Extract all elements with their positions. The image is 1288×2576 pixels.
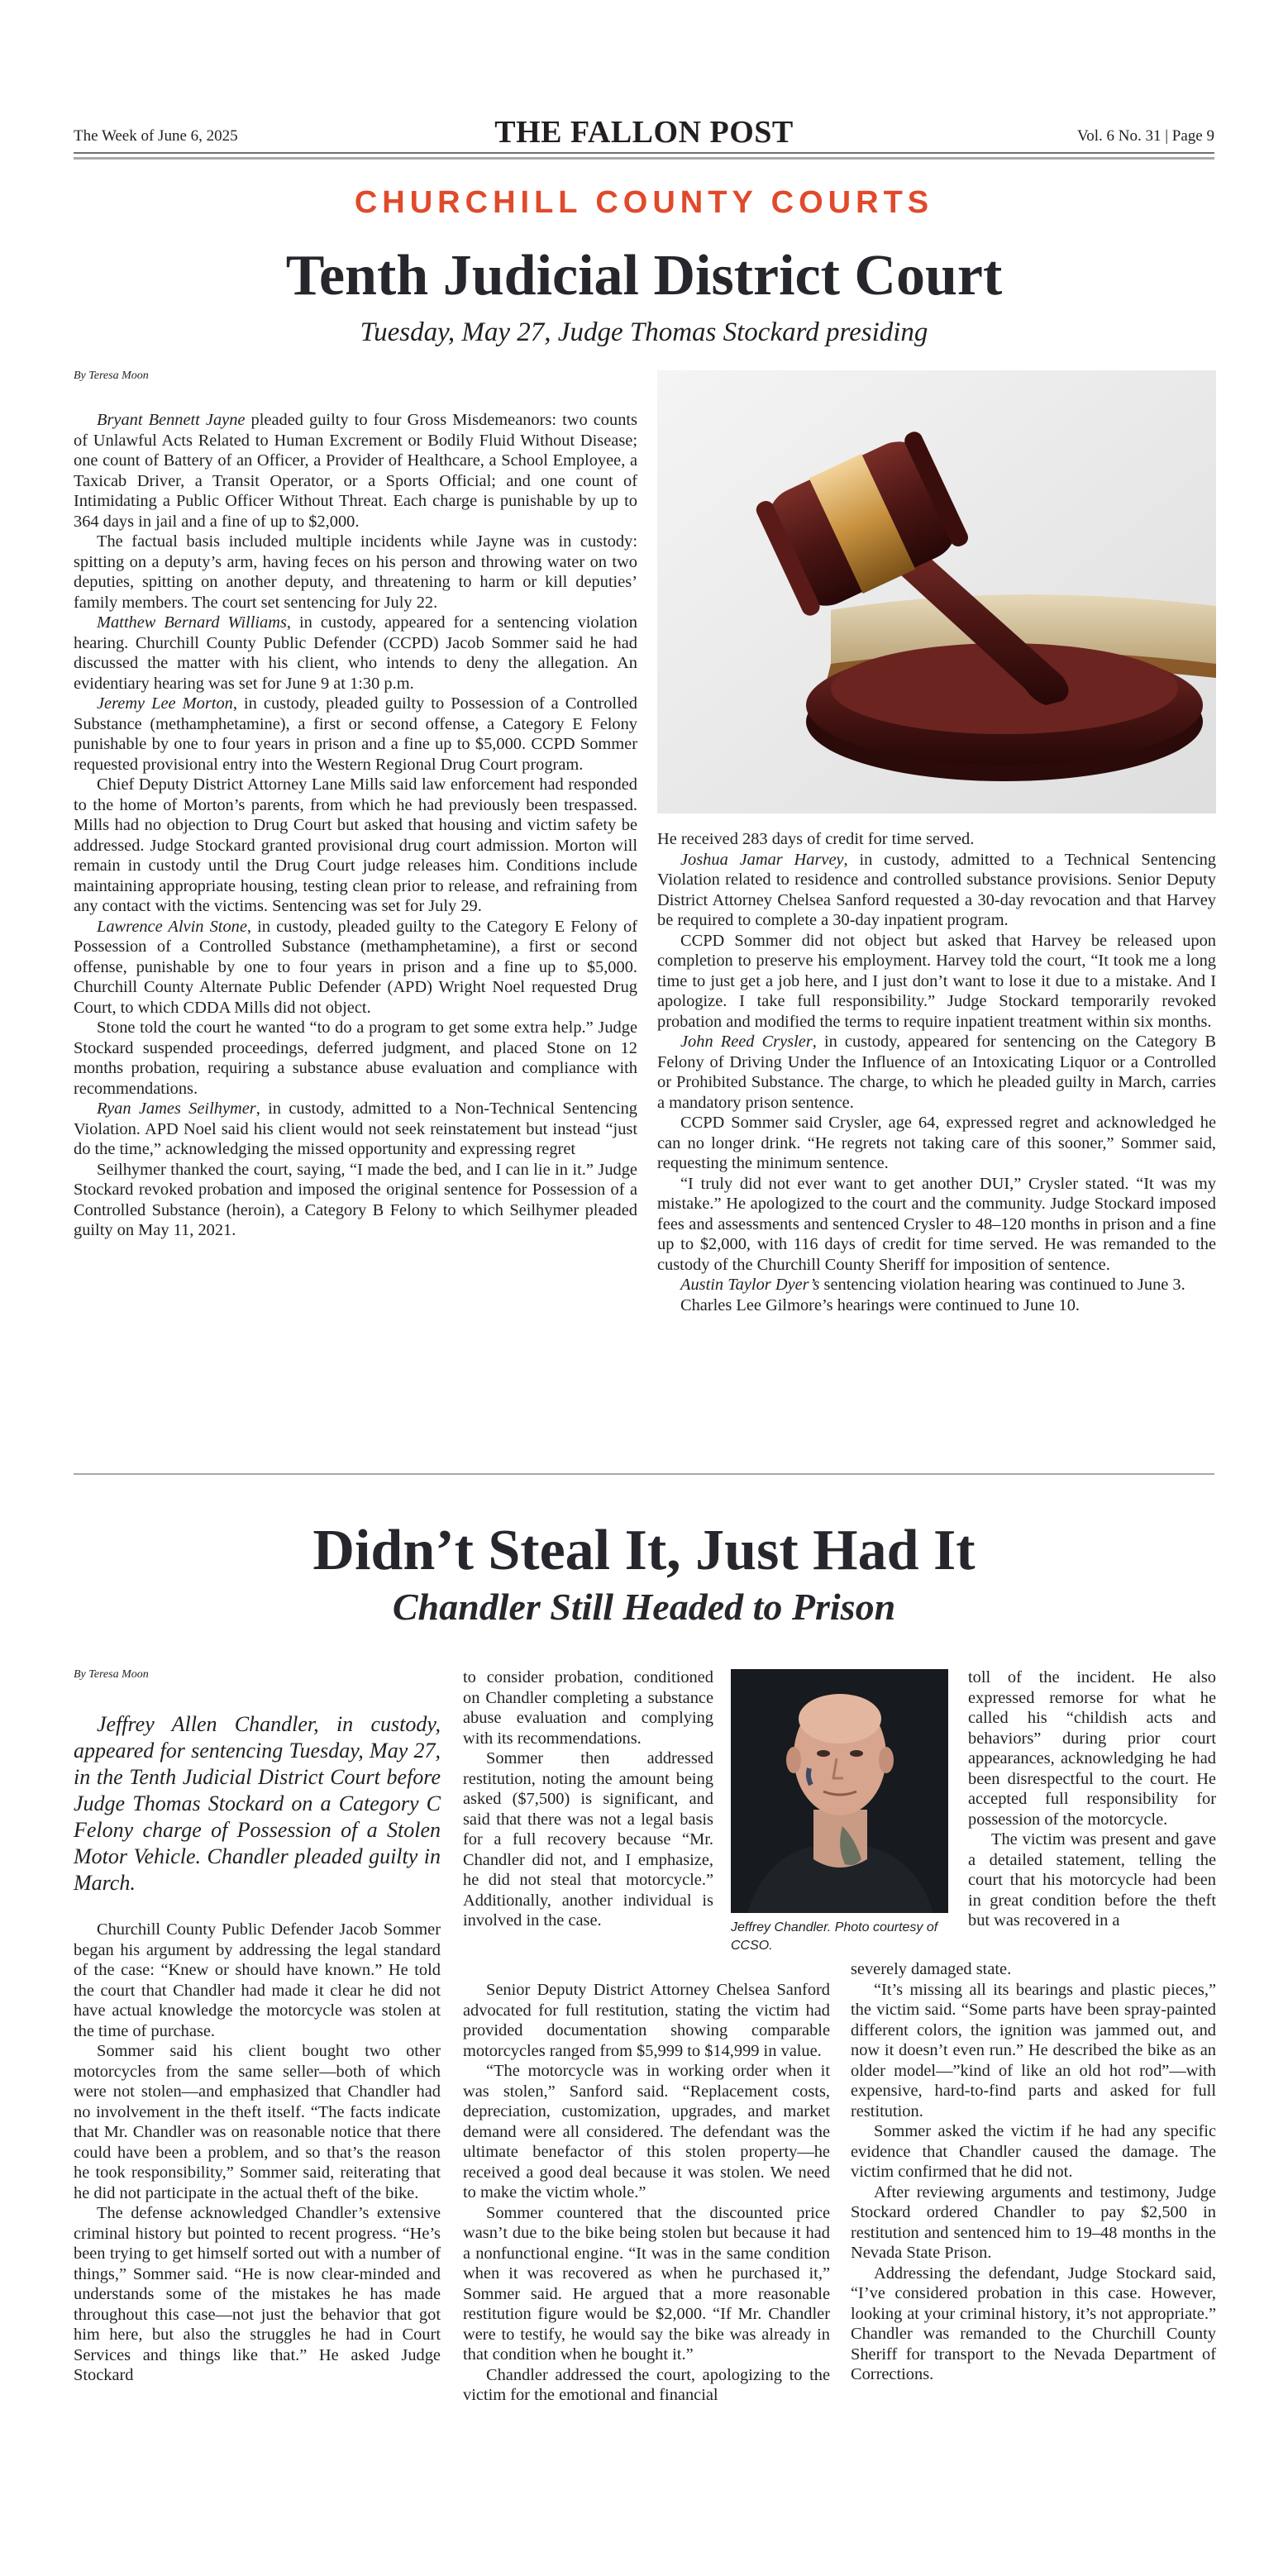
paragraph bbox=[657, 931, 1216, 1033]
paragraph bbox=[657, 1275, 1216, 1295]
paragraph: severely damaged state. bbox=[851, 1960, 1012, 1978]
masthead-rule-thick bbox=[74, 157, 1214, 160]
defendant-name: Lawrence Alvin Stone bbox=[97, 917, 247, 936]
paragraph: Senior Deputy District Attorney Chelsea Sanford advocated for full restitution, stating the victim had provided documentation showing comparable motorcycles ranged from $5,999 to $14,999 in value. bbox=[463, 1981, 830, 2060]
paragraph-text: Seilhymer thanked the court, saying, “I made the bed, and I can lie in it.” Judge Stockard revoked probation and imposed the original sentence for Possession of a Controlled Substance (heroin), a Category B Felony to which Seilhymer pleaded guilty on May 11, 2021. bbox=[74, 1160, 637, 1239]
paragraph bbox=[657, 1295, 1216, 1316]
defendant-name: Jeremy Lee Morton bbox=[97, 694, 233, 713]
paragraph bbox=[74, 917, 637, 1018]
paragraph-text: Charles Lee Gilmore’s hearings were continued to June 10. bbox=[680, 1295, 1080, 1314]
article1-byline: By Teresa Moon bbox=[74, 370, 149, 382]
paragraph-text: He received 283 days of credit for time served. bbox=[657, 830, 975, 848]
paragraph bbox=[657, 1174, 1216, 1276]
paragraph: After reviewing arguments and testimony, Judge Stockard ordered Chandler to pay $2,500 in restitution and sentenced him to 19–48 months in the Nevada State Prison. bbox=[851, 2182, 1216, 2262]
paragraph bbox=[74, 694, 637, 775]
defendant-name: Bryant Bennett Jayne bbox=[97, 411, 246, 429]
paragraph-text: , in custody, appeared for sentencing on the Category B Felony of Driving Under the Influence of an Intoxicating Liquor or a Controlled or Prohibited Substance. The charge, to which he pleaded guilty in March, carries a mandatory prison sentence. bbox=[657, 1033, 1216, 1112]
paragraph: to consider probation, conditioned on Chandler completing a substance abuse evaluation and complying with its recommendations. bbox=[463, 1668, 713, 1748]
paragraph-text: , in custody, admitted to a Technical Sentencing Violation related to residence and controlled substance provisions. Senior Deputy District Attorney Chelsea Sanford requested a 30-day revocation and that Harvey be required to complete a 30-day inpatient program. bbox=[657, 850, 1216, 929]
section-kicker: CHURCHILL COUNTY COURTS bbox=[354, 185, 934, 220]
paragraph-text: , in custody, appeared for a sentencing violation hearing. Churchill County Public Defender (CCPD) Jacob Sommer said he had discussed the matter with his client, who intends to deny the allegation. An evidentiary hearing was set for June 9 at 1:30 p.m. bbox=[74, 613, 637, 693]
paragraph bbox=[657, 1113, 1216, 1174]
defendant-name: Austin Taylor Dyer’s bbox=[680, 1276, 820, 1294]
paragraph: Addressing the defendant, Judge Stockard said, “I’ve considered probation in this case. However, looking at your criminal history, it’s not appropriate.” Chandler was remanded to the Churchill County Sheriff for transport to the Nevada Department of Corrections. bbox=[851, 2264, 1216, 2383]
paragraph: Churchill County Public Defender Jacob Sommer began his argument by addressing the legal standard of the case: “Knew or should have known.” He told the court that Chandler had made it clear he did not have actual knowledge the motorcycle was stolen at the time of purchase. bbox=[74, 1920, 441, 2040]
paragraph-text: “I truly did not ever want to get another DUI,” Crysler stated. “It was my mistake.” He apologized to the court and the community. Judge Stockard imposed fees and assessments and sentenced Crysler to 48–120 months in prison and a fine up to $2,000, with 116 days of credit for time served. He was remanded to the custody of the Churchill County Sheriff for imposition of sentence. bbox=[657, 1174, 1216, 1274]
masthead-rule bbox=[74, 152, 1214, 154]
paragraph-text: Stone told the court he wanted “to do a program to get some extra help.” Judge Stockard suspended proceedings, deferred judgment, and placed Stone on 12 months probation, requiring a substance abuse evaluation and compliance with recommendations. bbox=[74, 1018, 637, 1098]
paragraph: Chandler addressed the court, apologizing to the victim for the emotional and financial bbox=[463, 2365, 830, 2404]
paragraph-text: , in custody, admitted to a Non-Technical Sentencing Violation. APD Noel said his client would not seek reinstatement but instead “just do the time,” acknowledging the missed opportunity and expressing regret bbox=[74, 1100, 637, 1158]
gavel-photo bbox=[657, 370, 1216, 813]
article2-column-1 bbox=[74, 1920, 441, 2386]
paragraph: toll of the incident. He also expressed remorse for what he called his “childish acts and behaviors” during prior court appearances, acknowledging he had been disrespectful to the court. He accepted full responsibility for possession of the motorcycle. bbox=[968, 1668, 1216, 1829]
article2-column-3-upper bbox=[968, 1667, 1216, 1931]
paragraph bbox=[74, 775, 637, 917]
lede-paragraph: Jeffrey Allen Chandler, in custody, appeared for sentencing Tuesday, May 27, in the Tenth Judicial District Court before Judge Thomas Stockard on a Category C Felony charge of Possession of a Stolen Motor Vehicle. Chandler pleaded guilty in March. bbox=[74, 1712, 441, 1895]
paragraph: “It’s missing all its bearings and plastic pieces,” the victim said. “Some parts have been spray-painted different colors, the ignition was jammed out, and now it doesn’t even run.” He described the bike as an older model—”kind of like an old hot rod”—with expensive, hard-to-find parts and asked for full restitution. bbox=[851, 1980, 1216, 2120]
article2-subhead: Chandler Still Headed to Prison bbox=[392, 1586, 896, 1628]
paragraph bbox=[657, 1032, 1216, 1113]
paragraph: Sommer said his client bought two other motorcycles from the same seller—both of which were not stolen—and emphasized that Chandler had no involvement in the theft itself. “The facts indicate that Mr. Chandler was on reasonable notice that there could have been a problem, and so that’s the reason he took responsibility,” Sommer said, reiterating that he did not participate in the actual theft of the bike. bbox=[74, 2042, 441, 2202]
article2-column-2-upper bbox=[463, 1667, 713, 1931]
paragraph bbox=[657, 850, 1216, 931]
paragraph bbox=[74, 532, 637, 613]
paragraph bbox=[74, 410, 637, 532]
article-divider bbox=[74, 1473, 1214, 1475]
paragraph-text: The factual basis included multiple incidents while Jayne was in custody: spitting on a deputy’s arm, having feces on his person and throwing water on two deputies, spitting on another deputy, and threatening to harm or kill deputies’ family members. The court set sentencing for July 22. bbox=[74, 532, 637, 612]
defendant-name: Joshua Jamar Harvey bbox=[680, 850, 844, 869]
paragraph bbox=[74, 1160, 637, 1241]
paragraph: Sommer then addressed restitution, noting the amount being asked ($7,500) is significant, and said that there was not a legal basis for a full recovery because “Mr. Chandler did not, and I emphasize, he did not steal that motorcycle.” Additionally, another individual is involved in the case. bbox=[463, 1749, 713, 1930]
newspaper-title: THE FALLON POST bbox=[494, 115, 794, 150]
paragraph-text: Chief Deputy District Attorney Lane Mills said law enforcement had responded to the home of Morton’s parents, from which he had previously been trespassed. Mills had no objection to Drug Court but asked that housing and victim safety be addressed. Judge Stockard granted provisional drug court admission. Morton will remain in custody until the Drug Court judge releases him. Conditions include maintaining appropriate housing, testing clean prior to release, and refraining from any contact with the victims. Sentencing was set for July 29. bbox=[74, 775, 637, 915]
paragraph-text: CCPD Sommer said Crysler, age 64, expressed regret and acknowledged he can no longer drink. “He regrets not taking care of this sooner,” Sommer said, requesting the minimum sentence. bbox=[657, 1114, 1216, 1172]
paragraph: The victim was present and gave a detailed statement, telling the court that his motorcycle had been in great condition before the theft but was recovered in a bbox=[968, 1830, 1216, 1930]
paragraph: “The motorcycle was in working order when it was stolen,” Sanford said. “Replacement costs, depreciation, customization, upgrades, and market demand were all considered. The defendant was the ultimate benefactor of this stolen property—he received a good deal because it was stolen. We need to make the victim whole.” bbox=[463, 2062, 830, 2202]
issue-page: Vol. 6 No. 31 | Page 9 bbox=[1076, 127, 1214, 145]
paragraph-text: CCPD Sommer did not object but asked that Harvey be released upon completion to preserve his employment. Harvey told the court, “It took me a long time to just get a job here, and I just don’t want to lose it due to a mistake. And I apologize. I take full responsibility.” Judge Stockard temporarily revoked probation and modified the terms to require inpatient treatment within six months. bbox=[657, 931, 1216, 1031]
defendant-name: Matthew Bernard Williams bbox=[97, 613, 287, 632]
article2-column-2-lower bbox=[463, 1980, 830, 2406]
chandler-mugshot-photo bbox=[731, 1669, 948, 1913]
paragraph: The defense acknowledged Chandler’s extensive criminal history but pointed to recent progress. “He’s been trying to get himself sorted out with a number of things,” Sommer said. “He is now clear-minded and understands some of the mistakes he has made throughout this case—not just the behavior that got him here, but also the struggles he had in Court Services and things like that.” He asked Judge Stockard bbox=[74, 2204, 441, 2384]
defendant-name: Ryan James Seilhymer bbox=[97, 1100, 256, 1118]
paragraph: Sommer asked the victim if he had any specific evidence that Chandler caused the damage. The victim confirmed that he did not. bbox=[851, 2122, 1216, 2181]
paragraph bbox=[657, 829, 1216, 850]
article2-byline: By Teresa Moon bbox=[74, 1668, 149, 1681]
article1-column-2 bbox=[657, 829, 1216, 1315]
article1-column-1 bbox=[74, 410, 637, 1241]
paragraph bbox=[74, 1018, 637, 1099]
paragraph bbox=[74, 613, 637, 694]
article2-headline: Didn’t Steal It, Just Had It bbox=[312, 1519, 976, 1582]
paragraph-text: pleaded guilty to four Gross Misdemeanors: two counts of Unlawful Acts Related to Human Excrement or Bodily Fluid Without Disease; one count of Battery of an Officer, a Provider of Healthcare, a School Employee, a Taxicab Driver, a Transit Operator, or a Sports Official; and one count of Intimidating a Public Officer Without Threat. Each charge is punishable by up to 364 days in jail and a fine of up to $2,000. bbox=[74, 411, 637, 531]
article2-lede bbox=[74, 1711, 441, 1896]
paragraph-text: , in custody, pleaded guilty to Possession of a Controlled Substance (methamphetamine), a first or second offense, a Category E Felony punishable by one to four years in prison and a fine up to $5,000. CCPD Sommer requested provisional entry into the Western Regional Drug Court program. bbox=[74, 694, 637, 774]
paragraph bbox=[74, 1099, 637, 1160]
paragraph-text: sentencing violation hearing was continued to June 3. bbox=[819, 1276, 1185, 1294]
article2-column-3-lower bbox=[851, 1959, 1216, 2385]
article1-subhead: Tuesday, May 27, Judge Thomas Stockard presiding bbox=[360, 317, 928, 347]
article1-headline: Tenth Judicial District Court bbox=[285, 244, 1003, 308]
defendant-name: John Reed Crysler bbox=[680, 1033, 813, 1051]
paragraph-text: , in custody, pleaded guilty to the Category E Felony of Possession of a Controlled Substance (methamphetamine), a first or second offense, punishable by one to four years in prison and a fine up to $5,000. Churchill County Alternate Public Defender (APD) Wright Noel requested Drug Court, to which CDDA Mills did not object. bbox=[74, 917, 637, 1017]
paragraph: Sommer countered that the discounted price wasn’t due to the bike being stolen but because it had a nonfunctional engine. “It was in the same condition when it was recovered as when he purchased it,” Sommer said. He argued that a more reasonable restitution figure would be $2,000. “If Mr. Chandler were to testify, he would say the bike was already in that condition when he bought it.” bbox=[463, 2203, 830, 2364]
photo-caption: Jeffrey Chandler. Photo courtesy of CCSO. bbox=[731, 1920, 938, 1953]
issue-date: The Week of June 6, 2025 bbox=[74, 127, 238, 145]
